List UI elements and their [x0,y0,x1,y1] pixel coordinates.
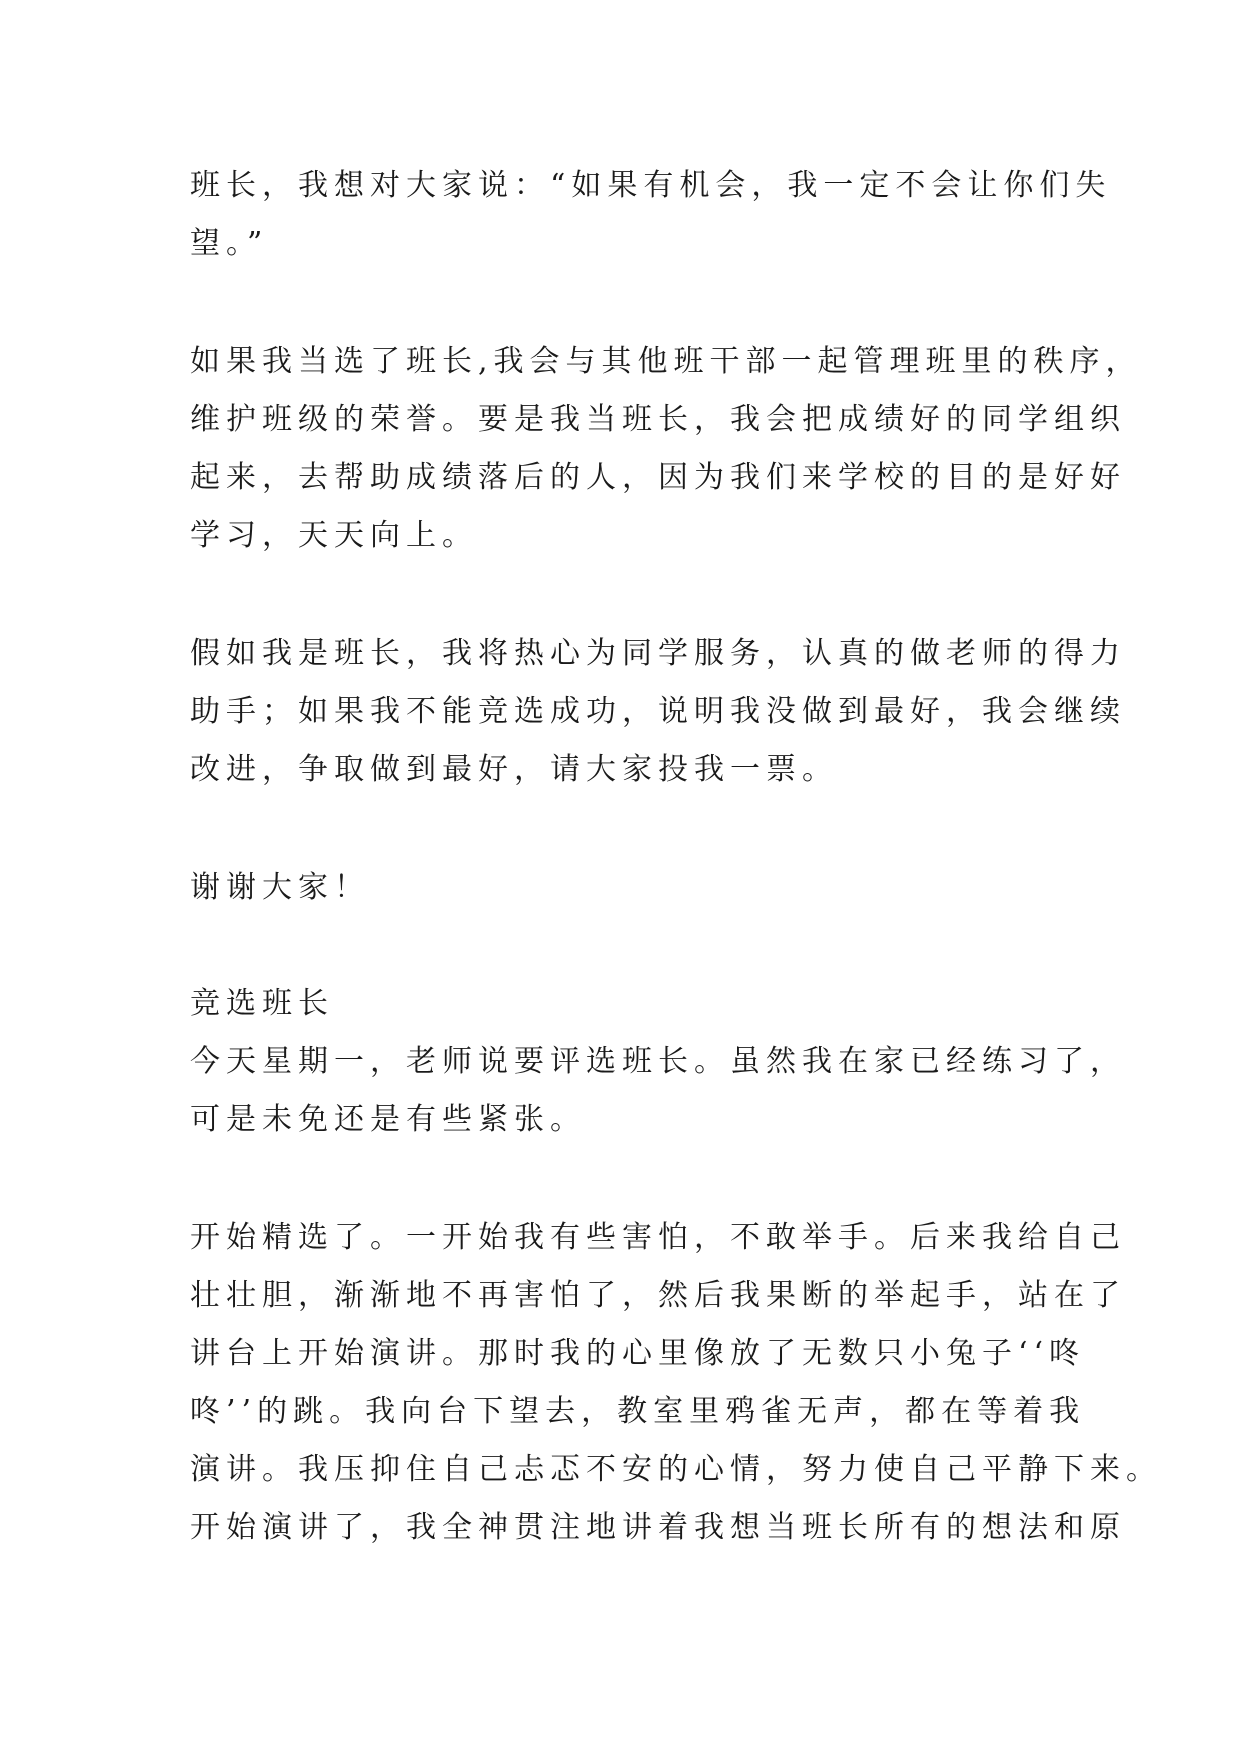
text-line: 今天星期一，老师说要评选班长。虽然我在家已经练习了， [190,1044,1126,1079]
text-line: 壮壮胆，渐渐地不再害怕了，然后我果断的举起手，站在了 [190,1278,1126,1313]
text-line: 可是未免还是有些紧张。 [190,1102,586,1137]
text-line: 助手；如果我不能竞选成功，说明我没做到最好，我会继续 [190,694,1126,729]
text-line: 起来，去帮助成绩落后的人，因为我们来学校的目的是好好 [190,460,1126,495]
text-line: 维护班级的荣誉。要是我当班长，我会把成绩好的同学组织 [190,402,1126,437]
text-line: 开始精选了。一开始我有些害怕，不敢举手。后来我给自己 [190,1220,1126,1255]
text-line: 学习，天天向上。 [190,518,478,553]
text-line: 如果我当选了班长,我会与其他班干部一起管理班里的秩序， [190,344,1142,379]
text-line: 开始演讲了，我全神贯注地讲着我想当班长所有的想法和原 [190,1510,1126,1545]
text-line: 咚’’的跳。我向台下望去，教室里鸦雀无声，都在等着我 [190,1394,1086,1429]
text-line: 谢谢大家！ [190,870,370,905]
text-line: 讲台上开始演讲。那时我的心里像放了无数只小兔子‘‘咚 [190,1336,1086,1371]
text-line: 演讲。我压抑住自己忐忑不安的心情，努力使自己平静下来。 [190,1452,1162,1487]
section-heading: 竞选班长 [190,986,334,1021]
text-line: 望。” [190,226,269,261]
text-line: 班长，我想对大家说：“如果有机会，我一定不会让你们失 [190,168,1112,203]
text-line: 改进，争取做到最好，请大家投我一票。 [190,752,838,787]
text-line: 假如我是班长，我将热心为同学服务，认真的做老师的得力 [190,636,1126,671]
